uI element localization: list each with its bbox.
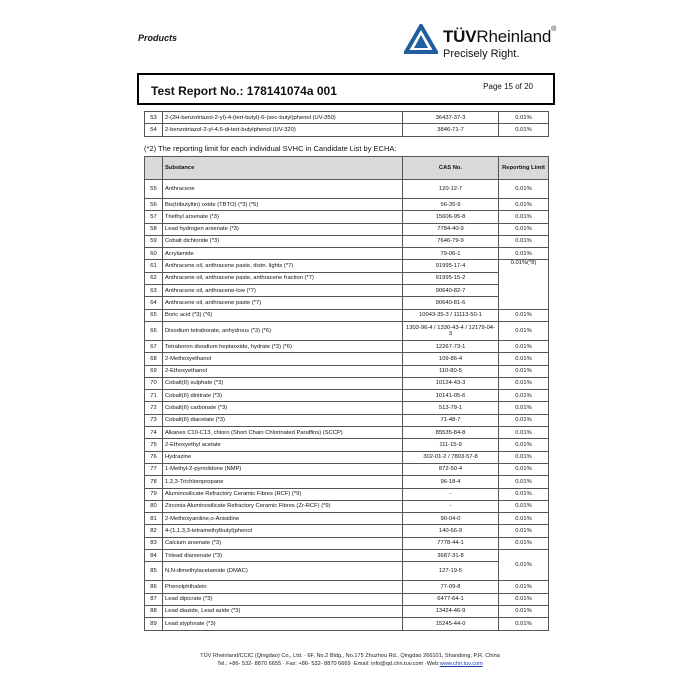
cas-number: - <box>403 500 499 512</box>
row-number: 72 <box>145 402 163 414</box>
footer-website-link[interactable]: www.chn.tuv.com <box>439 661 483 667</box>
table-row <box>145 180 549 199</box>
reporting-limit: 0.01% <box>499 593 549 605</box>
table-row <box>145 427 549 439</box>
reporting-limit: 0.01% <box>499 488 549 500</box>
brand-registered: ® <box>551 26 557 33</box>
reporting-limit: 0.01% <box>499 402 549 414</box>
substance-name: Anthracene oil, anthracene paste, distn. lights (*7) <box>163 260 403 272</box>
substance-name: 2-(2H-benzotriazol-2-yl)-4-(tert-butyl)-6-(sec-butyl)phenol (UV-350) <box>163 112 403 124</box>
reporting-limit: 0.01% <box>499 223 549 235</box>
substance-name: 2-Ethoxyethyl acetate <box>163 439 403 451</box>
cas-number: 6477-64-1 <box>403 593 499 605</box>
row-number: 73 <box>145 414 163 426</box>
substance-name: Lead dipicrate (*3) <box>163 593 403 605</box>
row-number: 88 <box>145 605 163 617</box>
page-footer <box>110 652 590 668</box>
row-number: 76 <box>145 451 163 463</box>
table-row <box>145 402 549 414</box>
table-row <box>145 476 549 488</box>
row-number: 71 <box>145 390 163 402</box>
cas-number: 110-80-5 <box>403 365 499 377</box>
report-title: Test Report No.: 178141074a 001 <box>151 84 337 98</box>
table-row <box>145 309 549 321</box>
brand-name <box>443 27 556 47</box>
cas-number: 13424-46-9 <box>403 605 499 617</box>
reporting-limit: 0.01% <box>499 451 549 463</box>
row-number: 83 <box>145 537 163 549</box>
cas-number: 120-12-7 <box>403 180 499 199</box>
substance-name: N,N-dimethylacetamide (DMAC) <box>163 562 403 581</box>
brand-bold: TÜV <box>443 27 477 46</box>
substance-name: Lead styphnate (*3) <box>163 618 403 630</box>
row-number: 80 <box>145 500 163 512</box>
table-row <box>145 537 549 549</box>
reporting-limit: 0.01% <box>499 463 549 475</box>
header-cas: CAS No. <box>403 157 499 180</box>
cas-number: 513-79-1 <box>403 402 499 414</box>
cas-number: 111-15-9 <box>403 439 499 451</box>
substance-name: 2-benzotriazol-2-yl-4,6-di-tert-butylphenol (UV-320) <box>163 124 403 136</box>
cas-number: 109-86-4 <box>403 353 499 365</box>
cas-number: 71-48-7 <box>403 414 499 426</box>
header-substance: Substance <box>163 157 403 180</box>
table-row <box>145 463 549 475</box>
substance-name: Lead hydrogen arsenate (*3) <box>163 223 403 235</box>
table-row <box>145 285 549 297</box>
table-row <box>145 390 549 402</box>
row-number: 66 <box>145 321 163 340</box>
reporting-limit: 0.01% <box>499 427 549 439</box>
reporting-limit: 0.01% <box>499 353 549 365</box>
cas-number: 90-04-0 <box>403 513 499 525</box>
reporting-limit: 0.01% <box>499 377 549 389</box>
substance-name: Trilead diarsenate (*3) <box>163 550 403 562</box>
cas-number: 90640-81-6 <box>403 297 499 309</box>
substance-name: Cobalt(II) diacetate (*3) <box>163 414 403 426</box>
table-row <box>145 562 549 581</box>
footer-contact-text: Tel.: +86- 532- 8870 6655 · Fax: +86- 532- 8870 6669 ·Email: info@qd.chn.tuv.com ·Web: <box>217 661 440 667</box>
substance-name: Triethyl arsenate (*3) <box>163 211 403 223</box>
row-number: 64 <box>145 297 163 309</box>
reporting-limit: 0.01% <box>499 513 549 525</box>
row-number: 60 <box>145 248 163 260</box>
row-number: 63 <box>145 285 163 297</box>
cas-number: 7778-44-1 <box>403 537 499 549</box>
cas-number: 12267-73-1 <box>403 340 499 352</box>
svhc-substance-table <box>144 156 549 631</box>
row-number: 70 <box>145 377 163 389</box>
table-row <box>145 365 549 377</box>
reporting-limit: 0.01%(*8) <box>499 260 549 309</box>
table-row <box>145 500 549 512</box>
substance-name: Anthracene <box>163 180 403 199</box>
table-row <box>145 272 549 284</box>
row-number: 84 <box>145 550 163 562</box>
header-limit: Reporting Limit <box>499 157 549 180</box>
reporting-limit: 0.01% <box>499 199 549 211</box>
substance-name: Zirconia Aluminosilicate Refractory Ceramic Fibres (Zr-RCF) (*9) <box>163 500 403 512</box>
cas-number: 10124-43-3 <box>403 377 499 389</box>
table-row <box>145 211 549 223</box>
substance-name: 2-Methoxyaniline,o-Anisidine <box>163 513 403 525</box>
brand-rest: Rheinland <box>476 27 552 46</box>
substance-name: Disodium tetraborate, anhydrous (*3) (*6) <box>163 321 403 340</box>
table-row <box>145 525 549 537</box>
table-row <box>145 260 549 272</box>
reporting-limit: 0.01% <box>499 414 549 426</box>
table-row <box>145 297 549 309</box>
row-number: 65 <box>145 309 163 321</box>
reporting-limit: 0.01% <box>499 390 549 402</box>
table-body <box>145 180 549 631</box>
row-number: 61 <box>145 260 163 272</box>
header-number <box>145 157 163 180</box>
cas-number: 56-35-9 <box>403 199 499 211</box>
cas-number: 7784-40-9 <box>403 223 499 235</box>
row-number: 55 <box>145 180 163 199</box>
reporting-limit: 0.01% <box>499 309 549 321</box>
row-number: 59 <box>145 235 163 247</box>
reporting-limit: 0.01% <box>499 340 549 352</box>
reporting-limit-note: (*2) The reporting limit for each individual SVHC in Candidate List by ECHA: <box>144 144 397 153</box>
substance-name: Hydrazine <box>163 451 403 463</box>
substance-name: Anthracene oil, anthracene paste (*7) <box>163 297 403 309</box>
cas-number: 77-09-8 <box>403 581 499 593</box>
table-row <box>145 414 549 426</box>
reporting-limit: 0.01% <box>499 581 549 593</box>
footer-address: TÜV Rheinland/CCIC (Qingdao) Co., Ltd. · 6F, No.2 Bldg., No.175 Zhuzhou Rd., Qingdao 266101, Shandong, P.R. China <box>200 653 500 659</box>
reporting-limit: 0.01% <box>499 211 549 223</box>
row-number: 78 <box>145 476 163 488</box>
cas-number: 10141-05-6 <box>403 390 499 402</box>
reporting-limit: 0.01% <box>499 500 549 512</box>
substance-name: Acrylamide <box>163 248 403 260</box>
substance-name: Calcium arsenate (*3) <box>163 537 403 549</box>
section-label: Products <box>138 33 178 43</box>
substance-name: 2-Ethoxyethanol <box>163 365 403 377</box>
footer-contact <box>110 660 590 668</box>
reporting-limit: 0.01% <box>499 124 549 136</box>
row-number: 89 <box>145 618 163 630</box>
substance-name: Cobalt(II) sulphate (*3) <box>163 377 403 389</box>
cas-number: 3687-31-8 <box>403 550 499 562</box>
cas-number: 15245-44-0 <box>403 618 499 630</box>
substance-name: Anthracene oil, anthracene-low (*7) <box>163 285 403 297</box>
substance-name: Boric acid (*3) (*6) <box>163 309 403 321</box>
cas-number: 140-66-9 <box>403 525 499 537</box>
table-row <box>145 223 549 235</box>
row-number: 58 <box>145 223 163 235</box>
row-number: 74 <box>145 427 163 439</box>
row-number: 79 <box>145 488 163 500</box>
table-row <box>145 581 549 593</box>
cas-number: 127-19-5 <box>403 562 499 581</box>
cas-number: 85535-84-8 <box>403 427 499 439</box>
company-logo <box>404 22 564 66</box>
cas-number: 91995-15-2 <box>403 272 499 284</box>
cas-number: 36437-37-3 <box>403 112 499 124</box>
reporting-limit: 0.01% <box>499 321 549 340</box>
reporting-limit: 0.01% <box>499 439 549 451</box>
table-row <box>145 199 549 211</box>
table-row <box>145 618 549 630</box>
substance-name: 1-Methyl-2-pyrrolidone (NMP) <box>163 463 403 475</box>
row-number: 67 <box>145 340 163 352</box>
reporting-limit: 0.01% <box>499 112 549 124</box>
reporting-limit: 0.01% <box>499 550 549 581</box>
substance-name: Lead diazide, Lead azide (*3) <box>163 605 403 617</box>
row-number: 87 <box>145 593 163 605</box>
row-number: 81 <box>145 513 163 525</box>
substance-name: Cobalt(II) dinitrate (*3) <box>163 390 403 402</box>
substance-name: 4-(1,1,3,3-tetramethylbutyl)phenol <box>163 525 403 537</box>
cas-number: 91995-17-4 <box>403 260 499 272</box>
substance-name: Bis(tributyltin) oxide (TBTO) (*3) (*5) <box>163 199 403 211</box>
row-number: 68 <box>145 353 163 365</box>
table-row <box>145 439 549 451</box>
row-number: 77 <box>145 463 163 475</box>
row-number: 82 <box>145 525 163 537</box>
substance-name: Anthracene oil, anthracene paste, anthracene fraction (*7) <box>163 272 403 284</box>
substance-name: 2-Methoxyethanol <box>163 353 403 365</box>
cas-number: 7646-79-9 <box>403 235 499 247</box>
substance-name: Alkanes C10-C13, chloro (Short Chain Chlorinated Paraffins) (SCCP) <box>163 427 403 439</box>
tuv-triangle-logo-icon <box>404 24 438 54</box>
continued-substance-table <box>144 111 549 137</box>
substance-name: Aluminosilicate Refractory Ceramic Fibres (RCF) (*9) <box>163 488 403 500</box>
row-number: 57 <box>145 211 163 223</box>
substance-name: Cobalt dichloride (*3) <box>163 235 403 247</box>
substance-name: 1,2,3-Trichloropropane <box>163 476 403 488</box>
cas-number: 90640-82-7 <box>403 285 499 297</box>
row-number: 69 <box>145 365 163 377</box>
reporting-limit: 0.01% <box>499 248 549 260</box>
row-number: 53 <box>145 112 163 124</box>
cas-number: 15606-95-8 <box>403 211 499 223</box>
reporting-limit: 0.01% <box>499 537 549 549</box>
table-row <box>145 488 549 500</box>
reporting-limit: 0.01% <box>499 235 549 247</box>
page-indicator: Page 15 of 20 <box>483 82 533 91</box>
cas-number: - <box>403 488 499 500</box>
cas-number: 302-01-2 / 7803-57-8 <box>403 451 499 463</box>
table-row <box>145 124 549 136</box>
substance-name: Tetraboron disodium heptaoxide, hydrate (*3) (*6) <box>163 340 403 352</box>
cas-number: 3846-71-7 <box>403 124 499 136</box>
row-number: 85 <box>145 562 163 581</box>
reporting-limit: 0.01% <box>499 618 549 630</box>
table-row <box>145 605 549 617</box>
reporting-limit: 0.01% <box>499 525 549 537</box>
table-row <box>145 353 549 365</box>
table-row <box>145 321 549 340</box>
table-row <box>145 377 549 389</box>
table-row <box>145 112 549 124</box>
row-number: 62 <box>145 272 163 284</box>
row-number: 54 <box>145 124 163 136</box>
table-row <box>145 340 549 352</box>
cas-number: 79-06-1 <box>403 248 499 260</box>
report-title-box <box>137 73 555 105</box>
table-header-row <box>145 157 549 180</box>
cas-number: 872-50-4 <box>403 463 499 475</box>
reporting-limit: 0.01% <box>499 365 549 377</box>
table-row <box>145 235 549 247</box>
table-row <box>145 513 549 525</box>
brand-slogan: Precisely Right. <box>443 48 520 60</box>
cas-number: 96-18-4 <box>403 476 499 488</box>
table-row <box>145 593 549 605</box>
cas-number: 10043-35-3 / 11113-50-1 <box>403 309 499 321</box>
substance-name: Cobalt(II) carbonate (*3) <box>163 402 403 414</box>
cas-number: 1303-96-4 / 1330-43-4 / 12179-04-3 <box>403 321 499 340</box>
reporting-limit: 0.01% <box>499 605 549 617</box>
table-row <box>145 451 549 463</box>
row-number: 86 <box>145 581 163 593</box>
reporting-limit: 0.01% <box>499 180 549 199</box>
reporting-limit: 0.01% <box>499 476 549 488</box>
row-number: 75 <box>145 439 163 451</box>
table-row <box>145 248 549 260</box>
substance-name: Phenolphthalein <box>163 581 403 593</box>
table-row <box>145 550 549 562</box>
row-number: 56 <box>145 199 163 211</box>
